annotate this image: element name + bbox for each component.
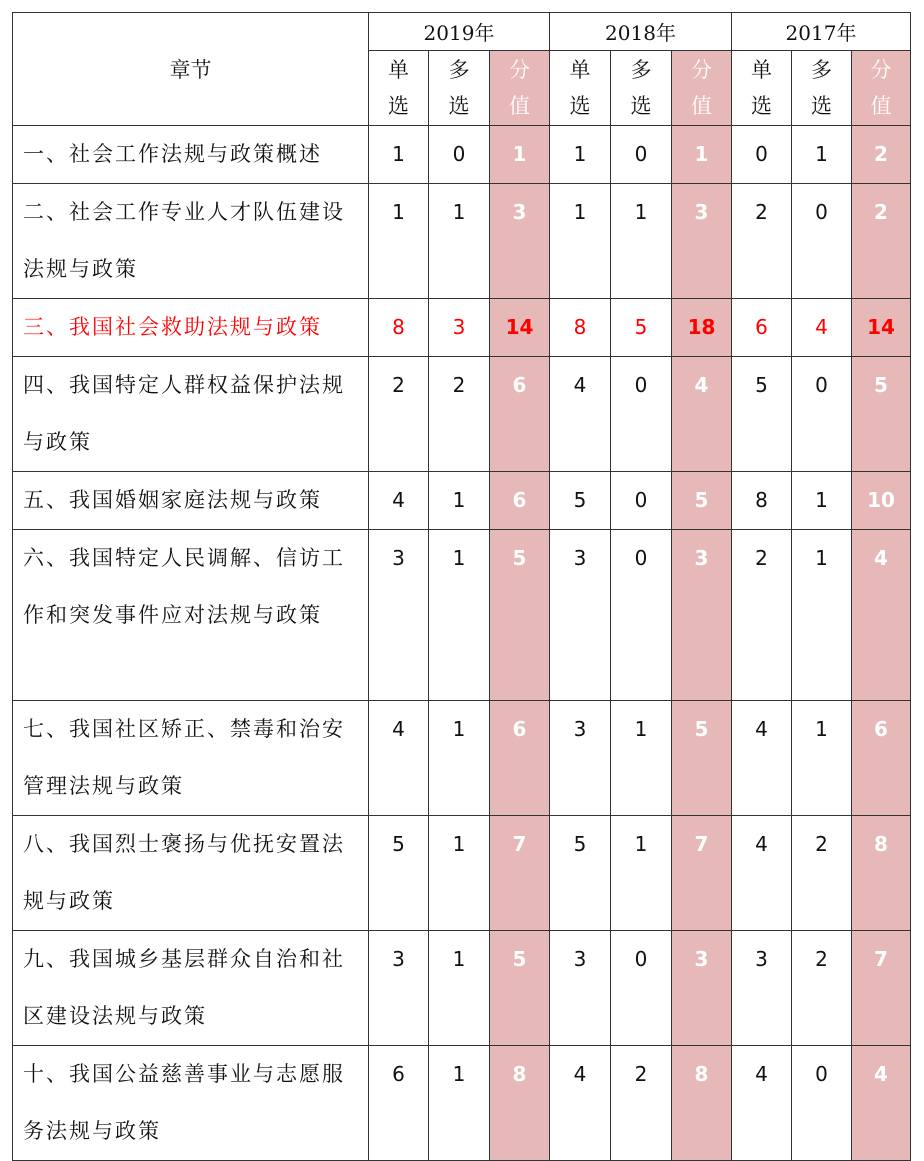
multi-choice-count: 1 [429, 472, 490, 530]
score-value: 5 [490, 931, 550, 1046]
score-value: 14 [852, 299, 911, 357]
score-value: 1 [490, 126, 550, 184]
single-choice-count: 3 [732, 931, 792, 1046]
table-row [13, 530, 911, 701]
score-value: 5 [490, 530, 550, 701]
multi-choice-count: 2 [792, 931, 852, 1046]
score-value: 4 [672, 357, 732, 472]
score-value: 10 [852, 472, 911, 530]
multi-choice-count: 1 [611, 816, 672, 931]
score-header: 分 值 [852, 51, 911, 126]
single-choice-count: 4 [732, 701, 792, 816]
single-choice-count: 4 [550, 357, 611, 472]
single-choice-header: 单 选 [550, 51, 611, 126]
multi-choice-count: 0 [429, 126, 490, 184]
single-choice-count: 0 [732, 126, 792, 184]
single-choice-count: 6 [732, 299, 792, 357]
multi-choice-count: 1 [429, 816, 490, 931]
multi-choice-count: 2 [792, 816, 852, 931]
multi-choice-count: 2 [429, 357, 490, 472]
chapter-name: 四、我国特定人群权益保护法规与政策 [13, 357, 369, 472]
single-choice-count: 3 [369, 530, 429, 701]
multi-choice-count: 0 [792, 357, 852, 472]
score-value: 14 [490, 299, 550, 357]
single-choice-count: 1 [369, 126, 429, 184]
score-value: 8 [852, 816, 911, 931]
chapter-name: 三、我国社会救助法规与政策 [13, 299, 369, 357]
chapter-name: 八、我国烈士褒扬与优抚安置法规与政策 [13, 816, 369, 931]
table-row [13, 184, 911, 299]
score-value: 6 [490, 472, 550, 530]
multi-choice-count: 1 [429, 530, 490, 701]
score-header: 分 值 [672, 51, 732, 126]
single-choice-count: 3 [550, 530, 611, 701]
year-2018-header: 2018年 [550, 13, 732, 51]
single-choice-count: 4 [732, 1046, 792, 1161]
multi-choice-count: 1 [792, 530, 852, 701]
score-value: 2 [852, 126, 911, 184]
multi-choice-count: 5 [611, 299, 672, 357]
multi-choice-count: 1 [429, 1046, 490, 1161]
table-row [13, 126, 911, 184]
multi-choice-count: 1 [792, 701, 852, 816]
table-row [13, 931, 911, 1046]
multi-choice-count: 1 [429, 701, 490, 816]
score-value: 5 [672, 701, 732, 816]
multi-choice-count: 1 [429, 931, 490, 1046]
multi-choice-header: 多 选 [429, 51, 490, 126]
single-choice-count: 8 [550, 299, 611, 357]
score-value: 4 [852, 1046, 911, 1161]
score-value: 18 [672, 299, 732, 357]
chapter-name: 五、我国婚姻家庭法规与政策 [13, 472, 369, 530]
year-2017-header: 2017年 [732, 13, 911, 51]
chapter-name: 六、我国特定人民调解、信访工作和突发事件应对法规与政策 [13, 530, 369, 701]
score-value: 6 [490, 701, 550, 816]
single-choice-count: 8 [369, 299, 429, 357]
single-choice-header: 单 选 [369, 51, 429, 126]
multi-choice-count: 1 [792, 126, 852, 184]
score-value: 8 [672, 1046, 732, 1161]
single-choice-count: 1 [550, 184, 611, 299]
multi-choice-count: 0 [792, 1046, 852, 1161]
multi-choice-count: 1 [611, 184, 672, 299]
single-choice-count: 8 [732, 472, 792, 530]
score-value: 7 [852, 931, 911, 1046]
multi-choice-count: 1 [429, 184, 490, 299]
single-choice-count: 6 [369, 1046, 429, 1161]
multi-choice-count: 0 [792, 184, 852, 299]
multi-choice-count: 0 [611, 530, 672, 701]
single-choice-count: 3 [369, 931, 429, 1046]
score-header: 分 值 [490, 51, 550, 126]
multi-choice-count: 4 [792, 299, 852, 357]
multi-choice-count: 1 [792, 472, 852, 530]
score-value: 5 [852, 357, 911, 472]
table-row [13, 472, 911, 530]
exam-stats-table [12, 12, 911, 1161]
multi-choice-count: 0 [611, 357, 672, 472]
multi-choice-count: 0 [611, 931, 672, 1046]
score-value: 2 [852, 184, 911, 299]
score-value: 8 [490, 1046, 550, 1161]
table-body [13, 126, 911, 1161]
single-choice-count: 1 [550, 126, 611, 184]
multi-choice-count: 2 [611, 1046, 672, 1161]
chapter-name: 十、我国公益慈善事业与志愿服务法规与政策 [13, 1046, 369, 1161]
single-choice-count: 4 [369, 472, 429, 530]
multi-choice-count: 0 [611, 126, 672, 184]
score-value: 3 [672, 931, 732, 1046]
table-row [13, 299, 911, 357]
table-row [13, 701, 911, 816]
single-choice-count: 5 [550, 816, 611, 931]
chapter-name: 二、社会工作专业人才队伍建设法规与政策 [13, 184, 369, 299]
score-value: 7 [672, 816, 732, 931]
score-value: 3 [672, 184, 732, 299]
single-choice-count: 4 [550, 1046, 611, 1161]
score-value: 3 [490, 184, 550, 299]
table-row [13, 1046, 911, 1161]
score-value: 3 [672, 530, 732, 701]
table-row [13, 816, 911, 931]
multi-choice-header: 多 选 [792, 51, 852, 126]
multi-choice-count: 3 [429, 299, 490, 357]
year-2019-header: 2019年 [369, 13, 550, 51]
score-value: 5 [672, 472, 732, 530]
single-choice-count: 5 [550, 472, 611, 530]
single-choice-count: 3 [550, 931, 611, 1046]
table-row [13, 357, 911, 472]
single-choice-count: 3 [550, 701, 611, 816]
single-choice-count: 5 [369, 816, 429, 931]
score-value: 7 [490, 816, 550, 931]
single-choice-count: 1 [369, 184, 429, 299]
multi-choice-count: 1 [611, 701, 672, 816]
single-choice-count: 5 [732, 357, 792, 472]
chapter-header: 章节 [13, 13, 369, 126]
score-value: 6 [852, 701, 911, 816]
chapter-name: 七、我国社区矫正、禁毒和治安管理法规与政策 [13, 701, 369, 816]
single-choice-count: 4 [732, 816, 792, 931]
score-value: 4 [852, 530, 911, 701]
single-choice-count: 2 [732, 184, 792, 299]
multi-choice-count: 0 [611, 472, 672, 530]
single-choice-header: 单 选 [732, 51, 792, 126]
single-choice-count: 2 [732, 530, 792, 701]
year-header-row [13, 13, 911, 51]
chapter-name: 一、社会工作法规与政策概述 [13, 126, 369, 184]
single-choice-count: 2 [369, 357, 429, 472]
score-value: 6 [490, 357, 550, 472]
chapter-name: 九、我国城乡基层群众自治和社区建设法规与政策 [13, 931, 369, 1046]
single-choice-count: 4 [369, 701, 429, 816]
score-value: 1 [672, 126, 732, 184]
multi-choice-header: 多 选 [611, 51, 672, 126]
